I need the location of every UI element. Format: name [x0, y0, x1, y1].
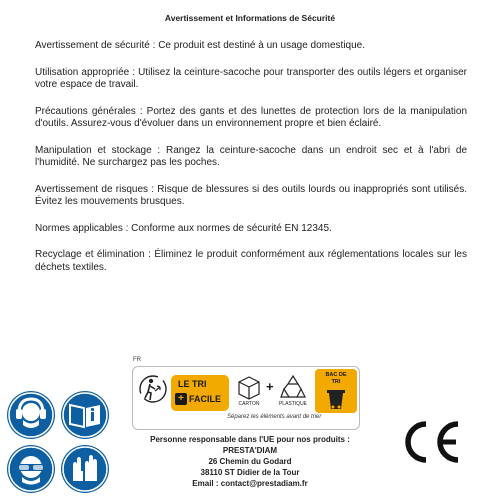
paragraph-proper-use: Utilisation appropriée : Utilisez la ceinture-sacoche pour transporter des outils légers et organiser votre espace de travail. [35, 66, 467, 90]
bin-label-line1: BAC DE [325, 372, 347, 378]
plus-sign: + [266, 379, 274, 394]
triman-logo [132, 366, 360, 430]
country-code: FR [133, 357, 141, 363]
plastique-label: PLASTIQUE [278, 401, 308, 407]
triman-icon [139, 373, 167, 405]
safety-text [35, 40, 467, 288]
paragraph-handling-storage: Manipulation et stockage : Rangez la ceinture-sacoche dans un endroit sec et à l'abri de l'humidité. Ne surchargez pas les poches. [35, 144, 467, 168]
ce-mark-icon [396, 418, 466, 466]
bin-icon [324, 387, 348, 411]
bin-label-line2: TRI [331, 379, 341, 385]
paragraph-general-precautions: Précautions générales : Portez des gants et des lunettes de protection lors de la manipulation d'outils. Assurez-vous d'évoluer dans un environnement propre et bien éclairé. [35, 105, 467, 129]
paragraph-standards: Normes applicables : Conforme aux normes de sécurité EN 12345. [35, 222, 332, 234]
street-address: 26 Chemin du Godard [208, 457, 292, 466]
recycle-icon [279, 373, 307, 401]
sorting-bin [315, 369, 357, 413]
city-address: 38110 ST Didier de la Tour [200, 468, 300, 477]
sorting-note: Séparez les éléments avant de trier [227, 414, 322, 420]
responsible-person-block [120, 434, 380, 489]
read-manual-icon [61, 391, 109, 439]
carton-box-icon [235, 374, 263, 400]
gloves-icon [61, 445, 109, 493]
safety-pictograms [7, 391, 110, 494]
company-name: PRESTA'DIAM [222, 446, 278, 455]
ear-protection-icon [7, 391, 55, 439]
plus-icon: + [175, 393, 187, 405]
email-address: Email : contact@prestadiam.fr [192, 479, 308, 488]
carton-label: CARTON [238, 401, 260, 407]
eye-protection-icon [7, 445, 55, 493]
paragraph-risk-warning: Avertissement de risques : Risque de blessures si des outils lourds ou inappropriés sont utilisés. Évitez les mouvements brusques. [35, 183, 467, 207]
paragraph-recycling: Recyclage et élimination : Éliminez le produit conformément aux réglementations locales sur les déchets textiles. [35, 249, 467, 273]
badge-line2: FACILE [189, 394, 222, 404]
paragraph-safety-warning: Avertissement de sécurité : Ce produit est destiné à un usage domestique. [35, 40, 366, 51]
badge-line1: LE TRI [178, 379, 207, 389]
document-title: Avertissement et Informations de Sécurité [164, 13, 336, 23]
responsible-heading: Personne responsable dans l'UE pour nos produits : [150, 435, 350, 444]
le-tri-facile-badge [171, 375, 229, 411]
